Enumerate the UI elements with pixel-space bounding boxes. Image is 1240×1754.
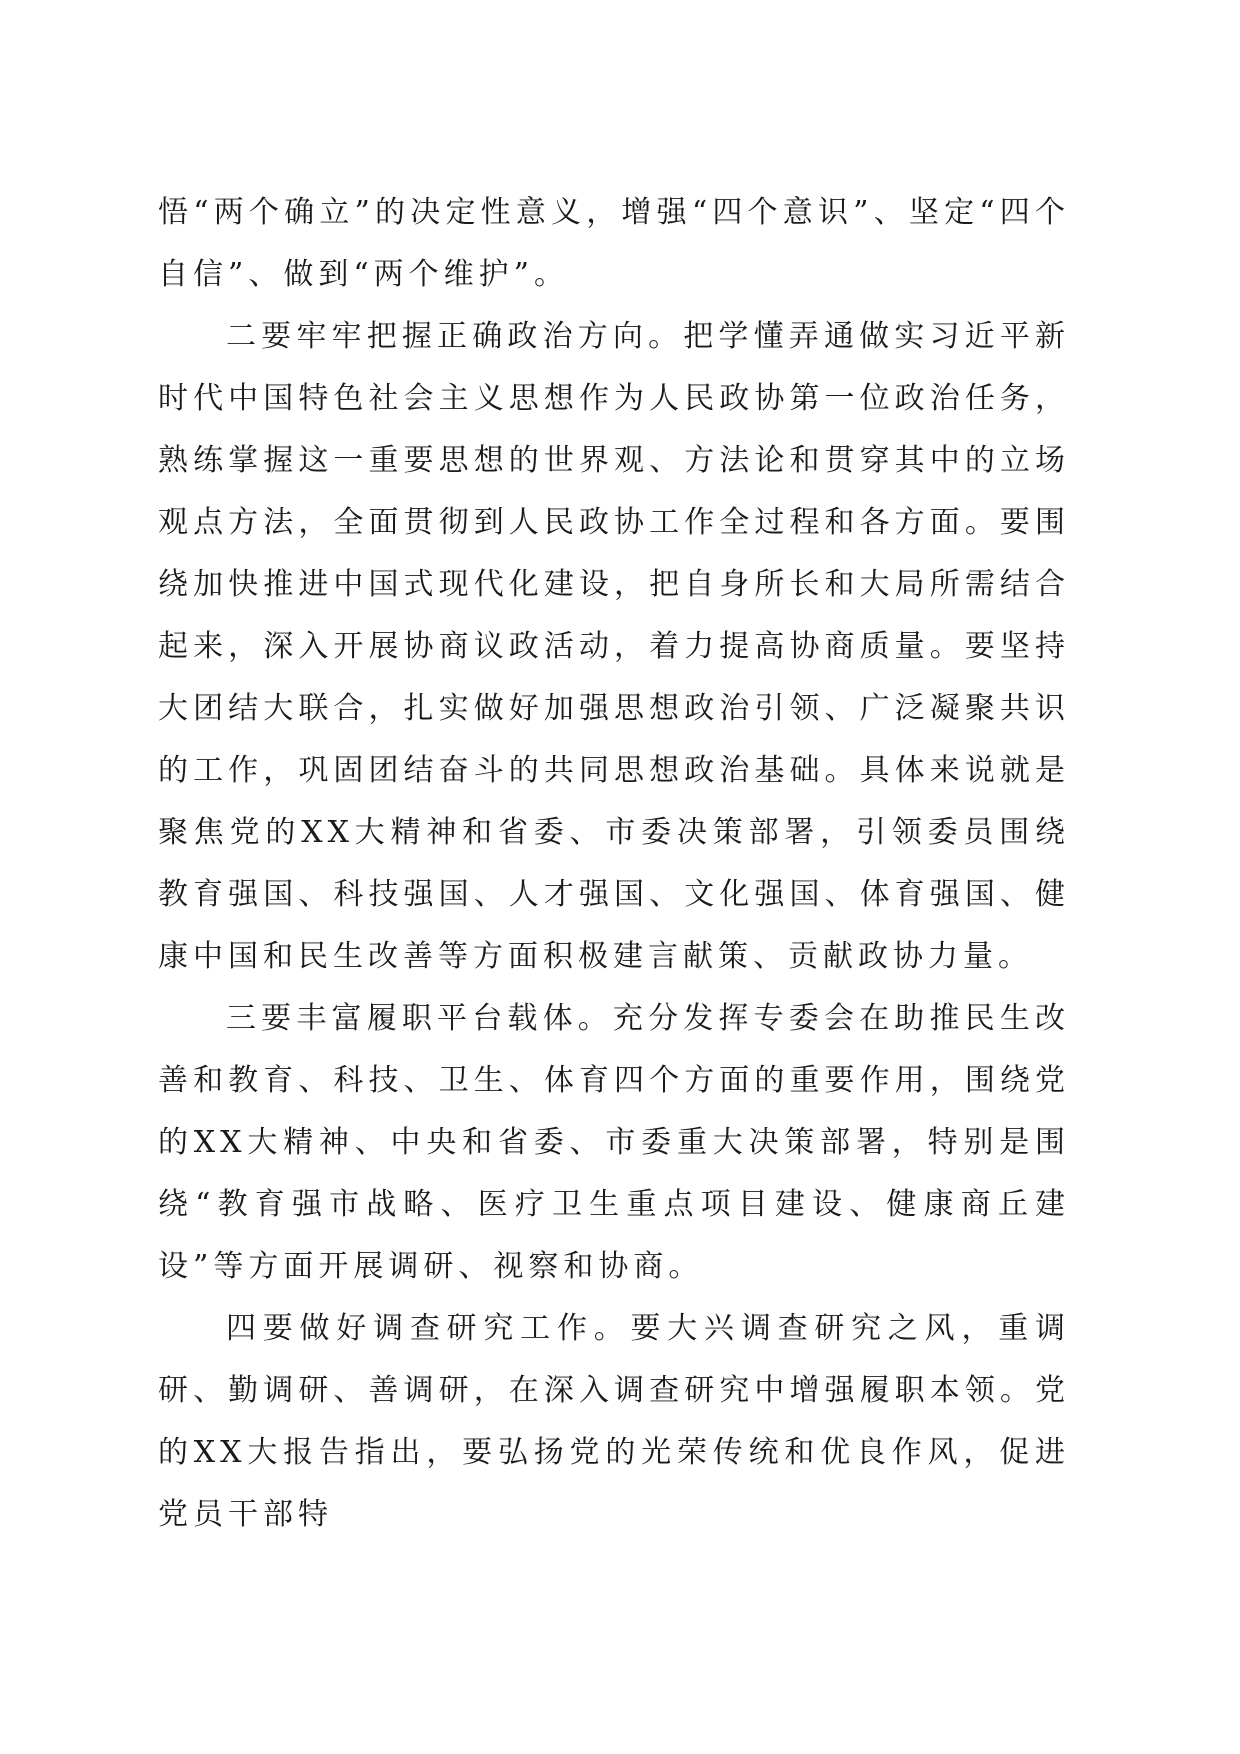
paragraph-platform-carrier: 三要丰富履职平台载体。充分发挥专委会在助推民生改善和教育、科技、卫生、体育四个方面的重要作用，围绕党的XX大精神、中央和省委、市委重大决策部署，特别是围绕“教育强市战略、医疗卫生重点项目建设、健康商丘建设”等方面开展调研、视察和协商。 <box>158 1001 1070 1284</box>
body-text <box>158 182 1070 1546</box>
paragraph-research-work: 四要做好调查研究工作。要大兴调查研究之风，重调研、勤调研、善调研，在深入调查研究中增强履职本领。党的XX大报告指出，要弘扬党的光荣传统和优良作风，促进党员干部特 <box>158 1311 1070 1532</box>
paragraph-continuation: 悟“两个确立”的决定性意义，增强“四个意识”、坚定“四个自信”、做到“两个维护”。 <box>158 195 1070 292</box>
paragraph-political-direction: 二要牢牢把握正确政治方向。把学懂弄通做实习近平新时代中国特色社会主义思想作为人民政协第一位政治任务，熟练掌握这一重要思想的世界观、方法论和贯穿其中的立场观点方法，全面贯彻到人民政协工作全过程和各方面。要围绕加快推进中国式现代化建设，把自身所长和大局所需结合起来，深入开展协商议政活动，着力提高协商质量。要坚持大团结大联合，扎实做好加强思想政治引领、广泛凝聚共识的工作，巩固团结奋斗的共同思想政治基础。具体来说就是聚焦党的XX大精神和省委、市委决策部署，引领委员围绕教育强国、科技强国、人才强国、文化强国、体育强国、健康中国和民生改善等方面积极建言献策、贡献政协力量。 <box>158 319 1070 974</box>
